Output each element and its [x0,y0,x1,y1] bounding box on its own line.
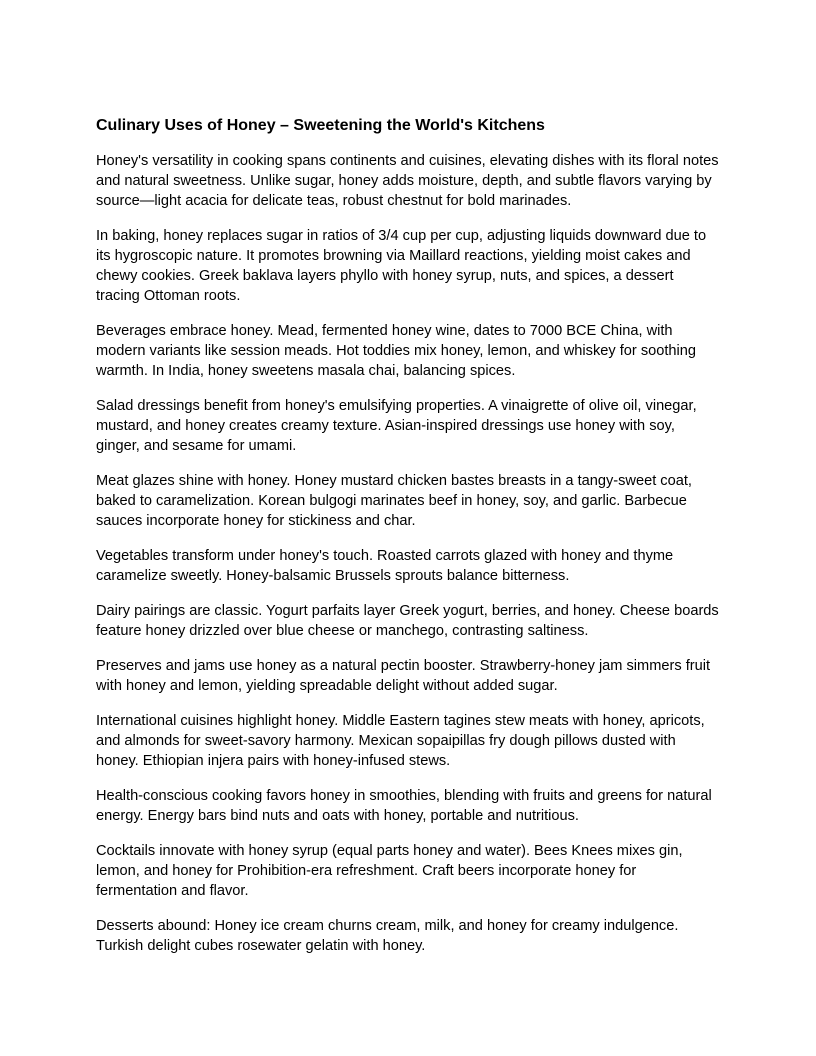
paragraph-beverages: Beverages embrace honey. Mead, fermented honey wine, dates to 7000 BCE China, with modern variants like session meads. Hot toddies mix honey, lemon, and whiskey for soothing warmth. In India, honey sweetens masala chai, balancing spices. [96,323,696,379]
paragraph-health-conscious: Health-conscious cooking favors honey in smoothies, blending with fruits and greens for natural energy. Energy bars bind nuts and oats with honey, portable and nutritious. [96,788,712,824]
paragraph-vegetables: Vegetables transform under honey's touch. Roasted carrots glazed with honey and thyme caramelize sweetly. Honey-balsamic Brussels sprouts balance bitterness. [96,548,674,584]
paragraph-international: International cuisines highlight honey. Middle Eastern tagines stew meats with honey, apricots, and almonds for sweet-savory harmony. Mexican sopaipillas fry dough pillows dusted with honey. Ethiopian injera pairs with honey-infused stews. [96,713,705,769]
paragraph-meat-glazes: Meat glazes shine with honey. Honey mustard chicken bastes breasts in a tangy-sweet coat, baked to caramelization. Korean bulgogi marinates beef in honey, soy, and garlic. Barbecue sauces incorporate honey for stickiness and char. [96,473,692,529]
document-title: Culinary Uses of Honey – Sweetening the World's Kitchens [96,117,545,134]
paragraph-baking: In baking, honey replaces sugar in ratios of 3/4 cup per cup, adjusting liquids downward due to its hygroscopic nature. It promotes browning via Maillard reactions, yielding moist cakes and chewy cookies. Greek baklava layers phyllo with honey syrup, nuts, and spices, a dessert tracing Ottoman roots. [96,228,707,304]
paragraph-salad-dressings: Salad dressings benefit from honey's emulsifying properties. A vinaigrette of olive oil, vinegar, mustard, and honey creates creamy texture. Asian-inspired dressings use honey with soy, ginger, and sesame for umami. [96,398,697,454]
paragraph-desserts: Desserts abound: Honey ice cream churns cream, milk, and honey for creamy indulgence. Turkish delight cubes rosewater gelatin with honey. [96,918,679,954]
paragraph-cocktails: Cocktails innovate with honey syrup (equal parts honey and water). Bees Knees mixes gin, lemon, and honey for Prohibition-era refreshment. Craft beers incorporate honey for fermentation and flavor. [96,843,683,899]
paragraph-preserves: Preserves and jams use honey as a natural pectin booster. Strawberry-honey jam simmers fruit with honey and lemon, yielding spreadable delight without added sugar. [96,658,711,694]
paragraph-dairy: Dairy pairings are classic. Yogurt parfaits layer Greek yogurt, berries, and honey. Cheese boards feature honey drizzled over blue cheese or manchego, contrasting saltiness. [96,603,719,639]
document-page [96,115,720,971]
paragraph-intro: Honey's versatility in cooking spans continents and cuisines, elevating dishes with its floral notes and natural sweetness. Unlike sugar, honey adds moisture, depth, and subtle flavors varying by source—light acacia for delicate teas, robust chestnut for bold marinades. [96,153,719,209]
